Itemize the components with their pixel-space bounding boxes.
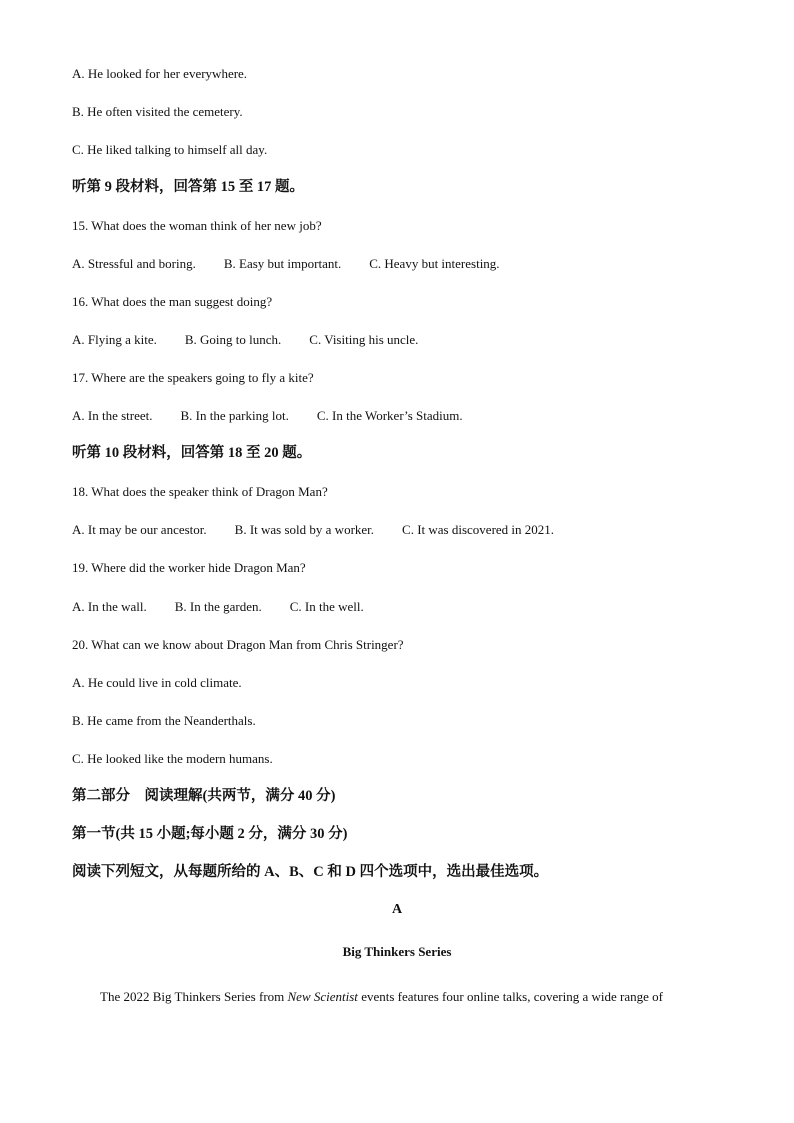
q16-option-a: A. Flying a kite.: [72, 332, 157, 347]
q14-option-c: C. He liked talking to himself all day.: [72, 142, 268, 157]
passage-intro: [100, 989, 663, 1005]
q19-option-b: B. In the garden.: [174, 599, 262, 614]
q16-option-b: B. Going to lunch.: [184, 332, 282, 347]
q16-question: 16. What does the man suggest doing?: [72, 294, 273, 309]
q20-option-b: B. He came from the Neanderthals.: [72, 713, 256, 728]
section-9-heading: 听第 9 段材料，回答第 15 至 17 题。: [72, 179, 304, 195]
q18-option-b: B. It was sold by a worker.: [234, 522, 375, 537]
q15-option-a: A. Stressful and boring.: [72, 256, 196, 271]
section-1-heading: 第一节(共 15 小题;每小题 2 分，满分 30 分): [72, 826, 348, 842]
q17-option-b: B. In the parking lot.: [180, 408, 289, 423]
passage-intro-end: events features four online talks, covering a wide range of: [357, 989, 663, 1004]
q19-option-c: C. In the well.: [289, 599, 364, 614]
q17-options: [72, 408, 463, 424]
q18-option-c: C. It was discovered in 2021.: [402, 522, 555, 537]
q15-option-b: B. Easy but important.: [223, 256, 342, 271]
q18-option-a: A. It may be our ancestor.: [72, 522, 207, 537]
q16-options: [72, 332, 418, 348]
q17-option-c: C. In the Worker’s Stadium.: [316, 408, 463, 423]
section-10-heading: 听第 10 段材料，回答第 18 至 20 题。: [72, 445, 312, 461]
q20-option-c: C. He looked like the modern humans.: [72, 751, 273, 766]
q15-question: 15. What does the woman think of her new job?: [72, 218, 322, 233]
q19-options: [72, 599, 364, 615]
q15-options: [72, 256, 500, 272]
q15-option-c: C. Heavy but interesting.: [369, 256, 500, 271]
passage-intro-start: The 2022 Big Thinkers Series from: [100, 989, 288, 1004]
q14-option-a: A. He looked for her everywhere.: [72, 66, 248, 81]
q17-question: 17. Where are the speakers going to fly a kite?: [72, 370, 314, 385]
q17-option-a: A. In the street.: [72, 408, 153, 423]
publication-name: New Scientist: [287, 989, 358, 1004]
q14-option-b: B. He often visited the cemetery.: [72, 104, 243, 119]
q18-options: [72, 522, 554, 538]
q18-question: 18. What does the speaker think of Dragon Man?: [72, 484, 328, 499]
part-2-heading: 第二部分 阅读理解(共两节，满分 40 分): [72, 788, 336, 804]
reading-instructions: 阅读下列短文，从每题所给的 A、B、C 和 D 四个选项中，选出最佳选项。: [72, 864, 549, 880]
q16-option-c: C. Visiting his uncle.: [309, 332, 419, 347]
q20-option-a: A. He could live in cold climate.: [72, 675, 242, 690]
q20-question: 20. What can we know about Dragon Man from Chris Stringer?: [72, 637, 404, 652]
q19-question: 19. Where did the worker hide Dragon Man?: [72, 560, 306, 575]
passage-letter: A: [391, 902, 403, 917]
q19-option-a: A. In the wall.: [72, 599, 147, 614]
passage-title: Big Thinkers Series: [342, 944, 452, 959]
